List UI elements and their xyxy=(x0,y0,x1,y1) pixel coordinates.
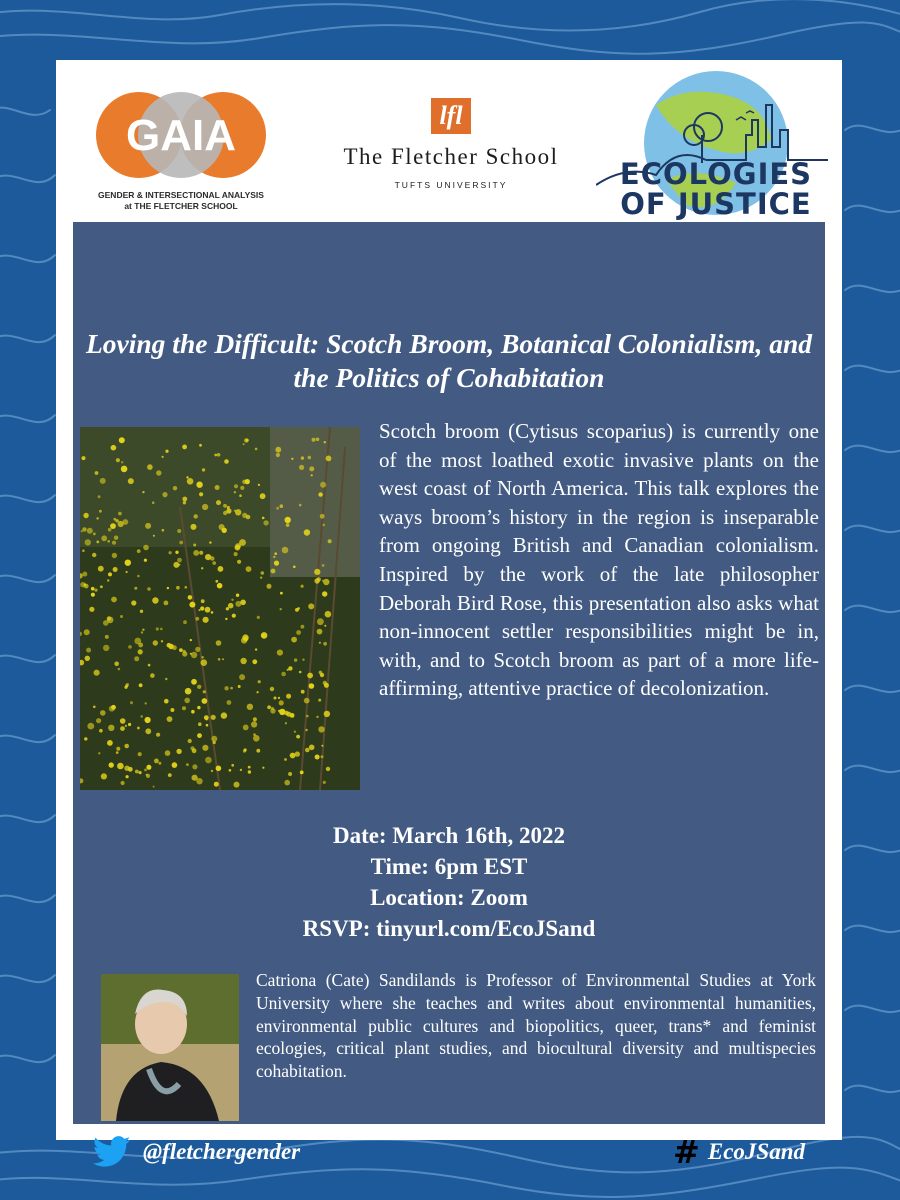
gaia-circles-icon xyxy=(91,90,271,190)
gaia-subtitle-line2: at THE FLETCHER SCHOOL xyxy=(124,201,238,211)
event-title: Loving the Difficult: Scotch Broom, Botanical Colonialism, and the Politics of Cohabitation xyxy=(85,328,813,393)
speaker-bio: Catriona (Cate) Sandilands is Professor of Environmental Studies at York University where she teaches and writes about environmental humanities, environmental public cultures and biopolitics, queer, trans* and feminist ecologies, critical plant studies, and biocultural diversity and multispecies cohabitation. xyxy=(256,970,816,1082)
hash-icon: # xyxy=(673,1133,700,1171)
event-time: Time: 6pm EST xyxy=(370,854,528,879)
gaia-subtitle xyxy=(91,190,271,212)
event-details xyxy=(73,820,825,944)
fletcher-subtitle: TUFTS UNIVERSITY xyxy=(394,180,508,190)
event-rsvp-link[interactable]: RSVP: tinyurl.com/EcoJSand xyxy=(302,916,596,941)
event-date: Date: March 16th, 2022 xyxy=(332,823,566,848)
sponsor-logos xyxy=(56,60,842,220)
event-abstract: Scotch broom (Cytisus scoparius) is currently one of the most loathed exotic invasive plants on the west coast of North America. This talk explores the ways broom’s history in the region is inseparable from ongoing British and Canadian colonialism. Inspired by the work of the late philosopher Deborah Bird Rose, this presentation also asks what non-innocent settler responsibilities might be in, with, and to Scotch broom as part of a more life-affirming, attentive practice of decolonization. xyxy=(379,419,819,701)
event-panel xyxy=(73,222,825,1171)
twitter-handle-link[interactable] xyxy=(93,1135,300,1169)
ecologies-of-justice-logo xyxy=(596,65,836,220)
event-location: Location: Zoom xyxy=(370,885,528,910)
fletcher-logo xyxy=(311,98,591,198)
ecologies-line2: OF JUSTICE xyxy=(620,187,812,221)
ecologies-line1: ECOLOGIES xyxy=(619,157,813,191)
fletcher-name: The Fletcher School xyxy=(343,144,559,169)
hashtag-text: EcoJSand xyxy=(707,1139,805,1164)
gaia-logo xyxy=(91,90,271,220)
flyer-card xyxy=(56,60,842,1171)
twitter-bird-icon xyxy=(93,1136,131,1168)
fletcher-mark: lfl xyxy=(431,98,471,134)
scotch-broom-photo xyxy=(80,427,360,790)
hashtag-label[interactable] xyxy=(673,1135,805,1169)
gaia-wordmark: GAIA xyxy=(126,111,236,160)
speaker-portrait xyxy=(101,974,239,1121)
twitter-handle-text: @fletchergender xyxy=(143,1139,301,1164)
gaia-subtitle-line1: GENDER & INTERSECTIONAL ANALYSIS xyxy=(98,190,264,200)
